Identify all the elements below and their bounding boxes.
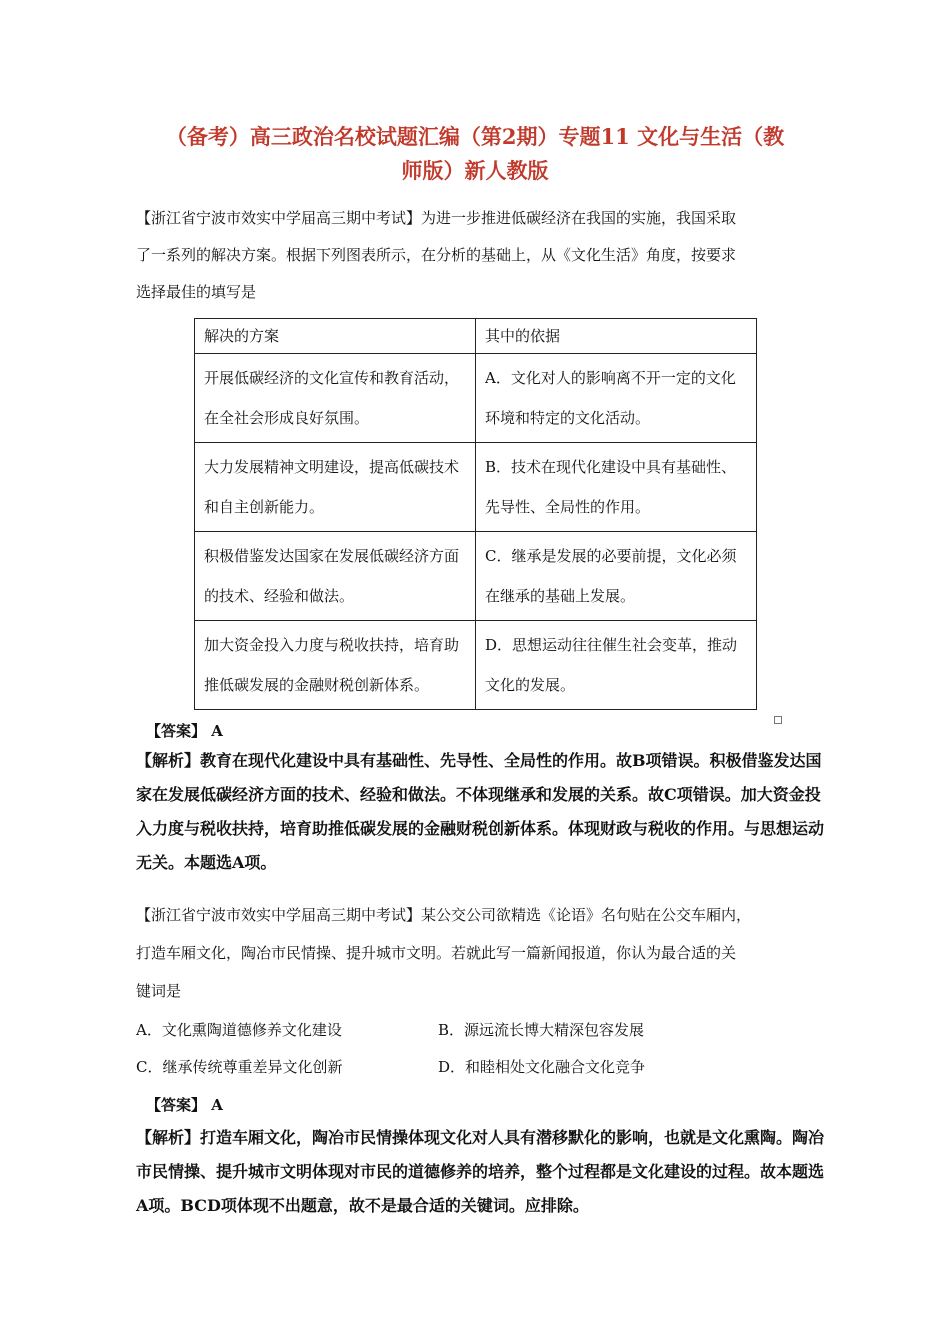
analysis-line: 市民情操、提升城市文明体现对市民的道德修养的培养，整个过程都是文化建设的过程。故本题选 — [136, 1162, 825, 1181]
table-row — [195, 443, 757, 532]
stem-line: 【浙江省宁波市效实中学届高三期中考试】为进一步推进低碳经济在我国的实施，我国采取 — [136, 209, 737, 227]
table-row — [195, 621, 757, 710]
analysis-line: A项。BCD项体现不出题意，故不是最合适的关键词。应排除。 — [136, 1196, 589, 1215]
stem-line: 【浙江省宁波市效实中学届高三期中考试】某公交公司欲精选《论语》名句贴在公交车厢内， — [136, 906, 752, 924]
question-2-analysis — [136, 1121, 864, 1223]
table-cell: 开展低碳经济的文化宣传和教育活动，在全社会形成良好氛围。 — [195, 354, 476, 443]
table-cell: D．思想运动往往催生社会变革，推动文化的发展。 — [476, 621, 757, 710]
question-2-answer: 【答案】 A — [146, 1096, 223, 1114]
analysis-line: 【解析】打造车厢文化，陶冶市民情操体现文化对人具有潜移默化的影响，也就是文化熏陶。陶冶 — [136, 1128, 825, 1147]
table-cell: 加大资金投入力度与税收扶持，培育助推低碳发展的金融财税创新体系。 — [195, 621, 476, 710]
option-b: B．源远流长博大精深包容发展 — [438, 1021, 645, 1039]
table-header-row — [195, 319, 757, 354]
stem-line: 打造车厢文化，陶冶市民情操、提升城市文明。若就此写一篇新闻报道，你认为最合适的关 — [136, 944, 737, 962]
analysis-line: 无关。本题选A项。 — [136, 853, 277, 872]
option-c: C．继承传统尊重差异文化创新 — [136, 1058, 343, 1076]
question-2-options — [136, 1012, 645, 1086]
table-header-cell: 其中的依据 — [476, 319, 757, 354]
table-row — [195, 532, 757, 621]
stem-line: 键词是 — [136, 982, 182, 1000]
analysis-line: 【解析】教育在现代化建设中具有基础性、先导性、全局性的作用。故B项错误。积极借鉴发达国 — [136, 751, 822, 770]
question-2-stem — [136, 896, 826, 1010]
option-d: D．和睦相处文化融合文化竞争 — [438, 1058, 646, 1076]
stem-line: 选择最佳的填写是 — [136, 283, 257, 301]
option-row — [136, 1012, 645, 1049]
analysis-line: 入力度与税收扶持，培育助推低碳发展的金融财税创新体系。体现财政与税收的作用。与思想运动 — [136, 819, 825, 838]
table-header-cell: 解决的方案 — [195, 319, 476, 354]
analysis-line: 家在发展低碳经济方面的技术、经验和做法。不体现继承和发展的关系。故C项错误。加大资金投 — [136, 785, 821, 804]
table-cell: 大力发展精神文明建设，提高低碳技术和自主创新能力。 — [195, 443, 476, 532]
question-1-answer: 【答案】 A — [146, 722, 223, 740]
table-row — [195, 354, 757, 443]
option-row — [136, 1049, 645, 1086]
table-cell: A．文化对人的影响离不开一定的文化环境和特定的文化活动。 — [476, 354, 757, 443]
title-line-2: 师版）新人教版 — [401, 158, 549, 183]
option-a: A．文化熏陶道德修养文化建设 — [136, 1021, 342, 1039]
table-cell: C．继承是发展的必要前提，文化必须在继承的基础上发展。 — [476, 532, 757, 621]
document-title — [120, 120, 830, 188]
question-1-analysis — [136, 744, 864, 880]
title-line-1: （备考）高三政治名校试题汇编（第2期）专题11 文化与生活（教 — [165, 124, 785, 149]
table-resize-handle[interactable] — [774, 716, 782, 724]
table-cell: 积极借鉴发达国家在发展低碳经济方面的技术、经验和做法。 — [195, 532, 476, 621]
question-1-stem — [136, 200, 826, 311]
table-cell: B．技术在现代化建设中具有基础性、先导性、全局性的作用。 — [476, 443, 757, 532]
solution-table — [194, 318, 757, 710]
stem-line: 了一系列的解决方案。根据下列图表所示，在分析的基础上，从《文化生活》角度，按要求 — [136, 246, 737, 264]
